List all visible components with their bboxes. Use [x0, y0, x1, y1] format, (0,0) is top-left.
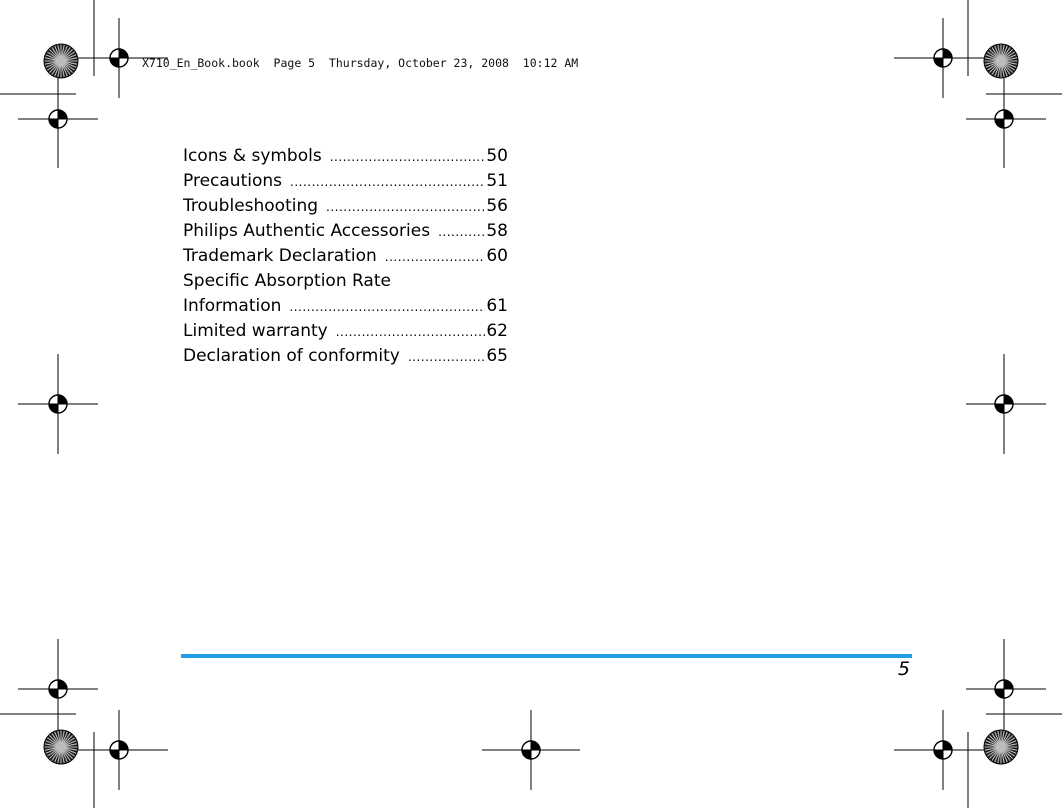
toc-entry-page: 61 — [486, 296, 508, 316]
toc-entry[interactable] — [183, 319, 508, 344]
toc-entry[interactable] — [183, 294, 508, 319]
toc-entry-page: 56 — [486, 196, 508, 216]
page-number: 5 — [897, 658, 910, 680]
toc-entry-title: Troubleshooting — [183, 196, 319, 216]
toc-entry-title: Icons & symbols — [183, 146, 322, 166]
toc-entry-page: 60 — [486, 246, 508, 266]
toc-leader-dots — [336, 320, 486, 345]
print-slug: X710_En_Book.book Page 5 Thursday, October 23, 2008 10:12 AM — [142, 56, 579, 70]
toc-leader-dots — [408, 345, 486, 370]
toc-entry-title: Information — [183, 296, 282, 316]
toc-leader-dots — [289, 295, 485, 320]
toc-leader-dots — [330, 145, 486, 170]
toc-entry-title: Specific Absorption Rate — [183, 271, 391, 291]
toc-entry[interactable] — [183, 244, 508, 269]
toc-entry-title: Limited warranty — [183, 321, 328, 341]
toc-entry[interactable] — [183, 219, 508, 244]
toc-entry[interactable] — [183, 169, 508, 194]
toc-entry-title: Declaration of conformity — [183, 346, 400, 366]
toc-entry-title: Trademark Declaration — [183, 246, 377, 266]
toc-entry-page: 62 — [486, 321, 508, 341]
table-of-contents — [183, 144, 508, 369]
toc-leader-dots — [438, 220, 485, 245]
toc-entry[interactable] — [183, 194, 508, 219]
toc-entry[interactable] — [183, 144, 508, 169]
toc-entry-page: 65 — [486, 346, 508, 366]
toc-leader-dots — [290, 170, 485, 195]
toc-entry-title: Philips Authentic Accessories — [183, 221, 431, 241]
toc-entry[interactable] — [183, 344, 508, 369]
toc-entry[interactable] — [183, 269, 508, 294]
toc-entry-page: 51 — [486, 171, 508, 191]
toc-leader-dots — [326, 195, 485, 220]
toc-entry-title: Precautions — [183, 171, 282, 191]
toc-entry-page: 58 — [486, 221, 508, 241]
footer-rule — [181, 654, 912, 658]
toc-leader-dots — [385, 245, 486, 270]
toc-entry-page: 50 — [486, 146, 508, 166]
